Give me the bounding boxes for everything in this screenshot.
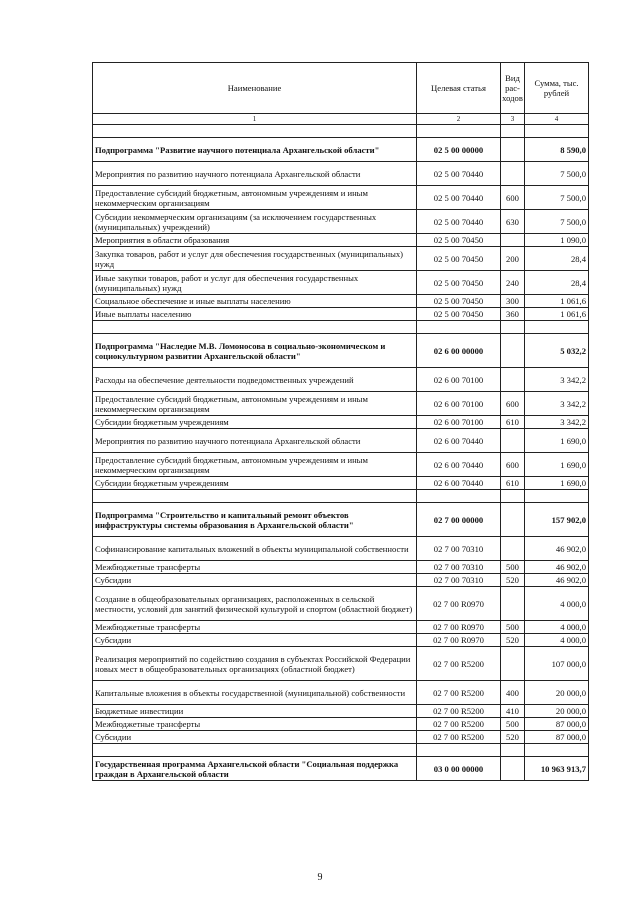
row-type-cell — [501, 138, 525, 162]
spacer-cell — [501, 744, 525, 757]
row-sum-cell: 46 902,0 — [525, 561, 589, 574]
table-row — [93, 308, 589, 321]
spacer-cell — [501, 490, 525, 503]
table-row — [93, 271, 589, 295]
row-name-cell: Капитальные вложения в объекты государственной (муниципальной) собственности — [93, 681, 417, 705]
row-name-cell: Иные закупки товаров, работ и услуг для обеспечения государственных (муниципальных) нужд — [93, 271, 417, 295]
row-name-cell: Государственная программа Архангельской области "Социальная поддержка граждан в Архангельской области — [93, 757, 417, 781]
row-type-cell: 610 — [501, 416, 525, 429]
row-name-cell: Бюджетные инвестиции — [93, 705, 417, 718]
table-header-row — [93, 63, 589, 114]
table-row — [93, 368, 589, 392]
row-type-cell — [501, 647, 525, 681]
table-row — [93, 681, 589, 705]
table-row — [93, 705, 589, 718]
row-type-cell — [501, 429, 525, 453]
row-sum-cell: 3 342,2 — [525, 392, 589, 416]
row-sum-cell: 1 090,0 — [525, 234, 589, 247]
row-sum-cell: 1 061,6 — [525, 295, 589, 308]
section-row — [93, 334, 589, 368]
row-sum-cell: 107 000,0 — [525, 647, 589, 681]
row-name-cell: Субсидии — [93, 731, 417, 744]
spacer-cell — [501, 321, 525, 334]
spacer-cell — [417, 490, 501, 503]
row-sum-cell: 4 000,0 — [525, 634, 589, 647]
spacer-cell — [525, 125, 589, 138]
table-row — [93, 429, 589, 453]
row-type-cell: 600 — [501, 186, 525, 210]
row-sum-cell: 46 902,0 — [525, 574, 589, 587]
row-type-cell: 360 — [501, 308, 525, 321]
budget-table-sheet — [92, 62, 588, 781]
row-type-cell: 500 — [501, 561, 525, 574]
page-number: 9 — [317, 872, 323, 883]
row-name-cell: Предоставление субсидий бюджетным, автономным учреждениям и иным некоммерческим организациям — [93, 186, 417, 210]
row-code-cell: 03 0 00 00000 — [417, 757, 501, 781]
table-row — [93, 621, 589, 634]
row-code-cell: 02 5 00 70440 — [417, 162, 501, 186]
row-code-cell: 02 5 00 70440 — [417, 210, 501, 234]
row-type-cell: 400 — [501, 681, 525, 705]
row-code-cell: 02 5 00 70450 — [417, 308, 501, 321]
row-code-cell: 02 6 00 70440 — [417, 429, 501, 453]
row-name-cell: Мероприятия по развитию научного потенциала Архангельской области — [93, 429, 417, 453]
row-code-cell: 02 5 00 70440 — [417, 186, 501, 210]
spacer-cell — [501, 125, 525, 138]
row-code-cell: 02 7 00 70310 — [417, 561, 501, 574]
row-name-cell: Межбюджетные трансферты — [93, 621, 417, 634]
row-sum-cell: 28,4 — [525, 247, 589, 271]
spacer-cell — [417, 125, 501, 138]
table-row — [93, 718, 589, 731]
row-type-cell: 500 — [501, 621, 525, 634]
table-row — [93, 392, 589, 416]
row-name-cell: Субсидии некоммерческим организациям (за исключением государственных (муниципальных) учреждений) — [93, 210, 417, 234]
row-code-cell: 02 5 00 70450 — [417, 247, 501, 271]
row-type-cell: 240 — [501, 271, 525, 295]
table-row — [93, 416, 589, 429]
row-code-cell: 02 5 00 00000 — [417, 138, 501, 162]
header-name: Наименование — [93, 63, 417, 114]
row-sum-cell: 8 590,0 — [525, 138, 589, 162]
row-sum-cell: 1 061,6 — [525, 308, 589, 321]
row-type-cell: 200 — [501, 247, 525, 271]
row-code-cell: 02 5 00 70450 — [417, 234, 501, 247]
spacer-row — [93, 744, 589, 757]
row-type-cell — [501, 587, 525, 621]
row-code-cell: 02 6 00 00000 — [417, 334, 501, 368]
spacer-row — [93, 125, 589, 138]
column-number: 2 — [417, 114, 501, 125]
row-name-cell: Расходы на обеспечение деятельности подведомственных учреждений — [93, 368, 417, 392]
row-code-cell: 02 7 00 R0970 — [417, 587, 501, 621]
spacer-cell — [525, 490, 589, 503]
row-sum-cell: 20 000,0 — [525, 681, 589, 705]
section-row — [93, 503, 589, 537]
row-type-cell: 600 — [501, 453, 525, 477]
column-number-row — [93, 114, 589, 125]
row-code-cell: 02 6 00 70100 — [417, 368, 501, 392]
row-sum-cell: 10 963 913,7 — [525, 757, 589, 781]
row-sum-cell: 1 690,0 — [525, 477, 589, 490]
row-code-cell: 02 7 00 R5200 — [417, 731, 501, 744]
row-type-cell: 610 — [501, 477, 525, 490]
row-name-cell: Межбюджетные трансферты — [93, 718, 417, 731]
row-code-cell: 02 5 00 70450 — [417, 271, 501, 295]
row-code-cell: 02 7 00 00000 — [417, 503, 501, 537]
row-name-cell: Подпрограмма "Наследие М.В. Ломоносова в социально-экономическом и социокультурном развитии Архангельской области" — [93, 334, 417, 368]
row-name-cell: Мероприятия в области образования — [93, 234, 417, 247]
row-code-cell: 02 6 00 70440 — [417, 477, 501, 490]
section-row — [93, 757, 589, 781]
header-sum: Сумма, тыс. рублей — [525, 63, 589, 114]
column-number: 3 — [501, 114, 525, 125]
row-type-cell: 300 — [501, 295, 525, 308]
row-sum-cell: 5 032,2 — [525, 334, 589, 368]
row-sum-cell: 28,4 — [525, 271, 589, 295]
row-sum-cell: 4 000,0 — [525, 587, 589, 621]
row-code-cell: 02 7 00 R5200 — [417, 647, 501, 681]
spacer-cell — [93, 490, 417, 503]
row-sum-cell: 46 902,0 — [525, 537, 589, 561]
row-type-cell — [501, 368, 525, 392]
row-type-cell — [501, 334, 525, 368]
row-code-cell: 02 7 00 R0970 — [417, 634, 501, 647]
table-row — [93, 587, 589, 621]
row-sum-cell: 7 500,0 — [525, 162, 589, 186]
row-name-cell: Субсидии — [93, 634, 417, 647]
row-type-cell — [501, 757, 525, 781]
column-number: 1 — [93, 114, 417, 125]
column-number: 4 — [525, 114, 589, 125]
row-name-cell: Создание в общеобразовательных организациях, расположенных в сельской местности, условий для занятий физической культурой и спортом (областной бюджет) — [93, 587, 417, 621]
spacer-cell — [93, 125, 417, 138]
spacer-row — [93, 490, 589, 503]
table-row — [93, 247, 589, 271]
row-sum-cell: 87 000,0 — [525, 731, 589, 744]
table-row — [93, 477, 589, 490]
row-name-cell: Реализация мероприятий по содействию создания в субъектах Российской Федерации новых мест в общеобразовательных организациях (областной бюджет) — [93, 647, 417, 681]
table-row — [93, 162, 589, 186]
spacer-cell — [93, 321, 417, 334]
table-row — [93, 234, 589, 247]
table-row — [93, 186, 589, 210]
row-code-cell: 02 7 00 70310 — [417, 537, 501, 561]
row-code-cell: 02 6 00 70440 — [417, 453, 501, 477]
spacer-cell — [93, 744, 417, 757]
row-code-cell: 02 7 00 R0970 — [417, 621, 501, 634]
spacer-row — [93, 321, 589, 334]
row-name-cell: Социальное обеспечение и иные выплаты населению — [93, 295, 417, 308]
row-code-cell: 02 6 00 70100 — [417, 416, 501, 429]
table-row — [93, 295, 589, 308]
row-code-cell: 02 7 00 R5200 — [417, 718, 501, 731]
table-row — [93, 574, 589, 587]
row-type-cell: 520 — [501, 731, 525, 744]
row-type-cell: 520 — [501, 574, 525, 587]
row-name-cell: Иные выплаты населению — [93, 308, 417, 321]
header-type: Вид рас-ходов — [501, 63, 525, 114]
row-sum-cell: 3 342,2 — [525, 416, 589, 429]
row-type-cell — [501, 162, 525, 186]
budget-table — [92, 62, 589, 781]
row-type-cell — [501, 503, 525, 537]
row-sum-cell: 20 000,0 — [525, 705, 589, 718]
row-type-cell: 410 — [501, 705, 525, 718]
row-sum-cell: 1 690,0 — [525, 429, 589, 453]
spacer-cell — [417, 744, 501, 757]
section-row — [93, 138, 589, 162]
table-row — [93, 647, 589, 681]
row-code-cell: 02 7 00 70310 — [417, 574, 501, 587]
row-sum-cell: 1 690,0 — [525, 453, 589, 477]
row-sum-cell: 7 500,0 — [525, 186, 589, 210]
row-name-cell: Субсидии — [93, 574, 417, 587]
table-row — [93, 731, 589, 744]
row-type-cell: 630 — [501, 210, 525, 234]
row-code-cell: 02 7 00 R5200 — [417, 681, 501, 705]
row-name-cell: Предоставление субсидий бюджетным, автономным учреждениям и иным некоммерческим организациям — [93, 453, 417, 477]
header-code: Целевая статья — [417, 63, 501, 114]
spacer-cell — [417, 321, 501, 334]
row-name-cell: Субсидии бюджетным учреждениям — [93, 416, 417, 429]
row-type-cell: 600 — [501, 392, 525, 416]
row-sum-cell: 157 902,0 — [525, 503, 589, 537]
row-type-cell: 520 — [501, 634, 525, 647]
row-name-cell: Закупка товаров, работ и услуг для обеспечения государственных (муниципальных) нужд — [93, 247, 417, 271]
row-type-cell — [501, 234, 525, 247]
spacer-cell — [525, 744, 589, 757]
row-name-cell: Субсидии бюджетным учреждениям — [93, 477, 417, 490]
row-type-cell — [501, 537, 525, 561]
row-type-cell: 500 — [501, 718, 525, 731]
row-code-cell: 02 5 00 70450 — [417, 295, 501, 308]
row-name-cell: Мероприятия по развитию научного потенциала Архангельской области — [93, 162, 417, 186]
row-name-cell: Межбюджетные трансферты — [93, 561, 417, 574]
row-name-cell: Подпрограмма "Строительство и капитальный ремонт объектов инфраструктуры системы образования в Архангельской области" — [93, 503, 417, 537]
table-row — [93, 561, 589, 574]
table-row — [93, 453, 589, 477]
row-code-cell: 02 7 00 R5200 — [417, 705, 501, 718]
row-sum-cell: 7 500,0 — [525, 210, 589, 234]
spacer-cell — [525, 321, 589, 334]
row-name-cell: Предоставление субсидий бюджетным, автономным учреждениям и иным некоммерческим организациям — [93, 392, 417, 416]
row-code-cell: 02 6 00 70100 — [417, 392, 501, 416]
row-name-cell: Подпрограмма "Развитие научного потенциала Архангельской области" — [93, 138, 417, 162]
table-row — [93, 210, 589, 234]
table-row — [93, 537, 589, 561]
row-sum-cell: 87 000,0 — [525, 718, 589, 731]
table-row — [93, 634, 589, 647]
row-sum-cell: 3 342,2 — [525, 368, 589, 392]
row-name-cell: Софинансирование капитальных вложений в объекты муниципальной собственности — [93, 537, 417, 561]
row-sum-cell: 4 000,0 — [525, 621, 589, 634]
